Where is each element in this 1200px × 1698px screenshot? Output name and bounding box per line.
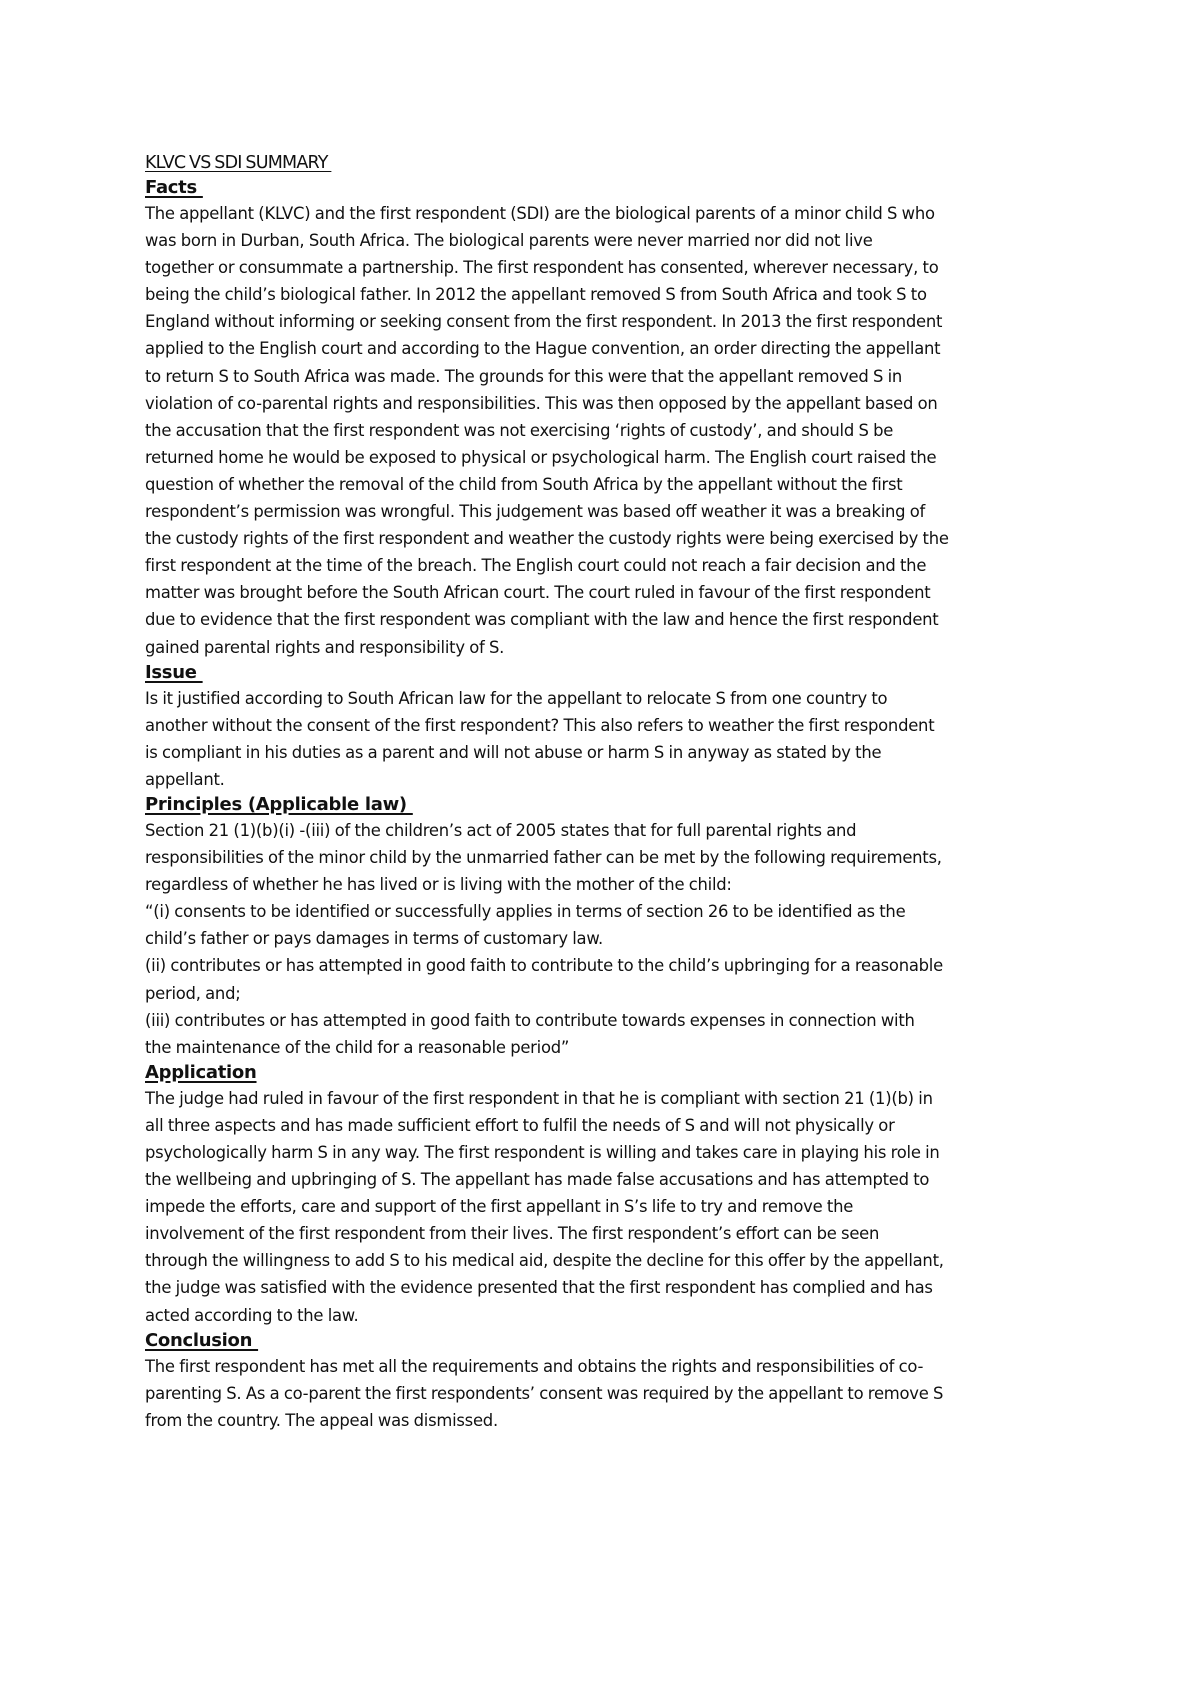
text-line: “(i) consents to be identified or successfully applies in terms of section 26 to be identified as the: [145, 902, 906, 922]
text-line: being the child’s biological father. In 2012 the appellant removed S from South Africa and took S to: [145, 285, 927, 305]
text-line: due to evidence that the first respondent was compliant with the law and hence the first respondent: [145, 610, 939, 630]
text-line: applied to the English court and according to the Hague convention, an order directing the appellant: [145, 339, 941, 359]
text-line: returned home he would be exposed to physical or psychological harm. The English court raised the: [145, 447, 937, 467]
text-line: child’s father or pays damages in terms of customary law.: [145, 929, 603, 949]
section-conclusion: [145, 1329, 1065, 1434]
section-issue: [145, 661, 1065, 793]
section-body-principles: [145, 817, 1065, 1061]
document-title: KLVC VS SDI SUMMARY: [145, 153, 332, 173]
section-heading-conclusion: Conclusion: [145, 1329, 259, 1351]
text-line: responsibilities of the minor child by the unmarried father can be met by the following requirements,: [145, 848, 942, 868]
section-body-application: [145, 1085, 1065, 1329]
section-body-conclusion: [145, 1353, 1065, 1434]
section-facts: [145, 176, 1065, 661]
text-line: violation of co-parental rights and responsibilities. This was then opposed by the appellant based on: [145, 393, 938, 413]
document-page: [145, 150, 1065, 1434]
text-line: to return S to South Africa was made. The grounds for this were that the appellant removed S in: [145, 366, 903, 386]
text-line: from the country. The appeal was dismissed.: [145, 1410, 498, 1430]
text-line: England without informing or seeking consent from the first respondent. In 2013 the first respondent: [145, 312, 943, 332]
section-heading-application: Application: [145, 1061, 257, 1083]
text-line: Is it justified according to South African law for the appellant to relocate S from one country to: [145, 688, 888, 708]
section-principles: [145, 793, 1065, 1061]
text-line: all three aspects and has made sufficient effort to fulfil the needs of S and will not physically or: [145, 1115, 895, 1135]
text-line: was born in Durban, South Africa. The biological parents were never married nor did not live: [145, 231, 873, 251]
text-line: parenting S. As a co-parent the first respondents’ consent was required by the appellant to remove S: [145, 1383, 944, 1403]
text-line: The appellant (KLVC) and the first respondent (SDI) are the biological parents of a minor child S who: [145, 204, 935, 223]
text-line: another without the consent of the first respondent? This also refers to weather the first respondent: [145, 715, 935, 735]
text-line: respondent’s permission was wrongful. This judgement was based off weather it was a breaking of: [145, 502, 926, 522]
section-heading-facts: Facts: [145, 177, 203, 198]
document-body: [145, 176, 1065, 1434]
text-line: (iii) contributes or has attempted in good faith to contribute towards expenses in connection with: [145, 1010, 915, 1030]
text-line: involvement of the first respondent from their lives. The first respondent’s effort can be seen: [145, 1224, 880, 1244]
text-line: acted according to the law.: [145, 1305, 359, 1325]
text-line: regardless of whether he has lived or is living with the mother of the child:: [145, 875, 732, 895]
text-line: matter was brought before the South African court. The court ruled in favour of the first respondent: [145, 583, 931, 603]
section-heading-principles: Principles (Applicable law): [145, 793, 413, 815]
text-line: gained parental rights and responsibility of S.: [145, 637, 505, 657]
text-line: period, and;: [145, 983, 241, 1003]
text-line: Section 21 (1)(b)(i) -(iii) of the children’s act of 2005 states that for full parental rights and: [145, 820, 857, 840]
section-body-facts: [145, 200, 1065, 661]
text-line: the custody rights of the first respondent and weather the custody rights were being exercised by the: [145, 529, 949, 549]
text-line: first respondent at the time of the breach. The English court could not reach a fair decision and the: [145, 556, 927, 576]
text-line: through the willingness to add S to his medical aid, despite the decline for this offer by the appellant,: [145, 1251, 944, 1271]
text-line: The judge had ruled in favour of the first respondent in that he is compliant with section 21 (1)(b) in: [145, 1088, 933, 1108]
text-line: appellant.: [145, 769, 225, 789]
text-line: The first respondent has met all the requirements and obtains the rights and responsibilities of co-: [145, 1356, 924, 1376]
section-heading-issue: Issue: [145, 661, 203, 683]
text-line: the accusation that the first respondent was not exercising ‘rights of custody’, and should S be: [145, 420, 894, 440]
text-line: (ii) contributes or has attempted in good faith to contribute to the child’s upbringing for a reasonable: [145, 956, 943, 976]
text-line: is compliant in his duties as a parent and will not abuse or harm S in anyway as stated by the: [145, 742, 882, 762]
section-body-issue: [145, 685, 1065, 793]
text-line: the judge was satisfied with the evidence presented that the first respondent has complied and has: [145, 1278, 933, 1298]
text-line: psychologically harm S in any way. The first respondent is willing and takes care in playing his role in: [145, 1143, 940, 1162]
text-line: together or consummate a partnership. The first respondent has consented, wherever necessary, to: [145, 258, 939, 278]
text-line: the wellbeing and upbringing of S. The appellant has made false accusations and has attempted to: [145, 1170, 930, 1190]
text-line: impede the efforts, care and support of the first appellant in S’s life to try and remove the: [145, 1197, 854, 1217]
text-line: the maintenance of the child for a reasonable period”: [145, 1037, 570, 1057]
section-application: [145, 1061, 1065, 1329]
text-line: question of whether the removal of the child from South Africa by the appellant without the first: [145, 474, 903, 494]
